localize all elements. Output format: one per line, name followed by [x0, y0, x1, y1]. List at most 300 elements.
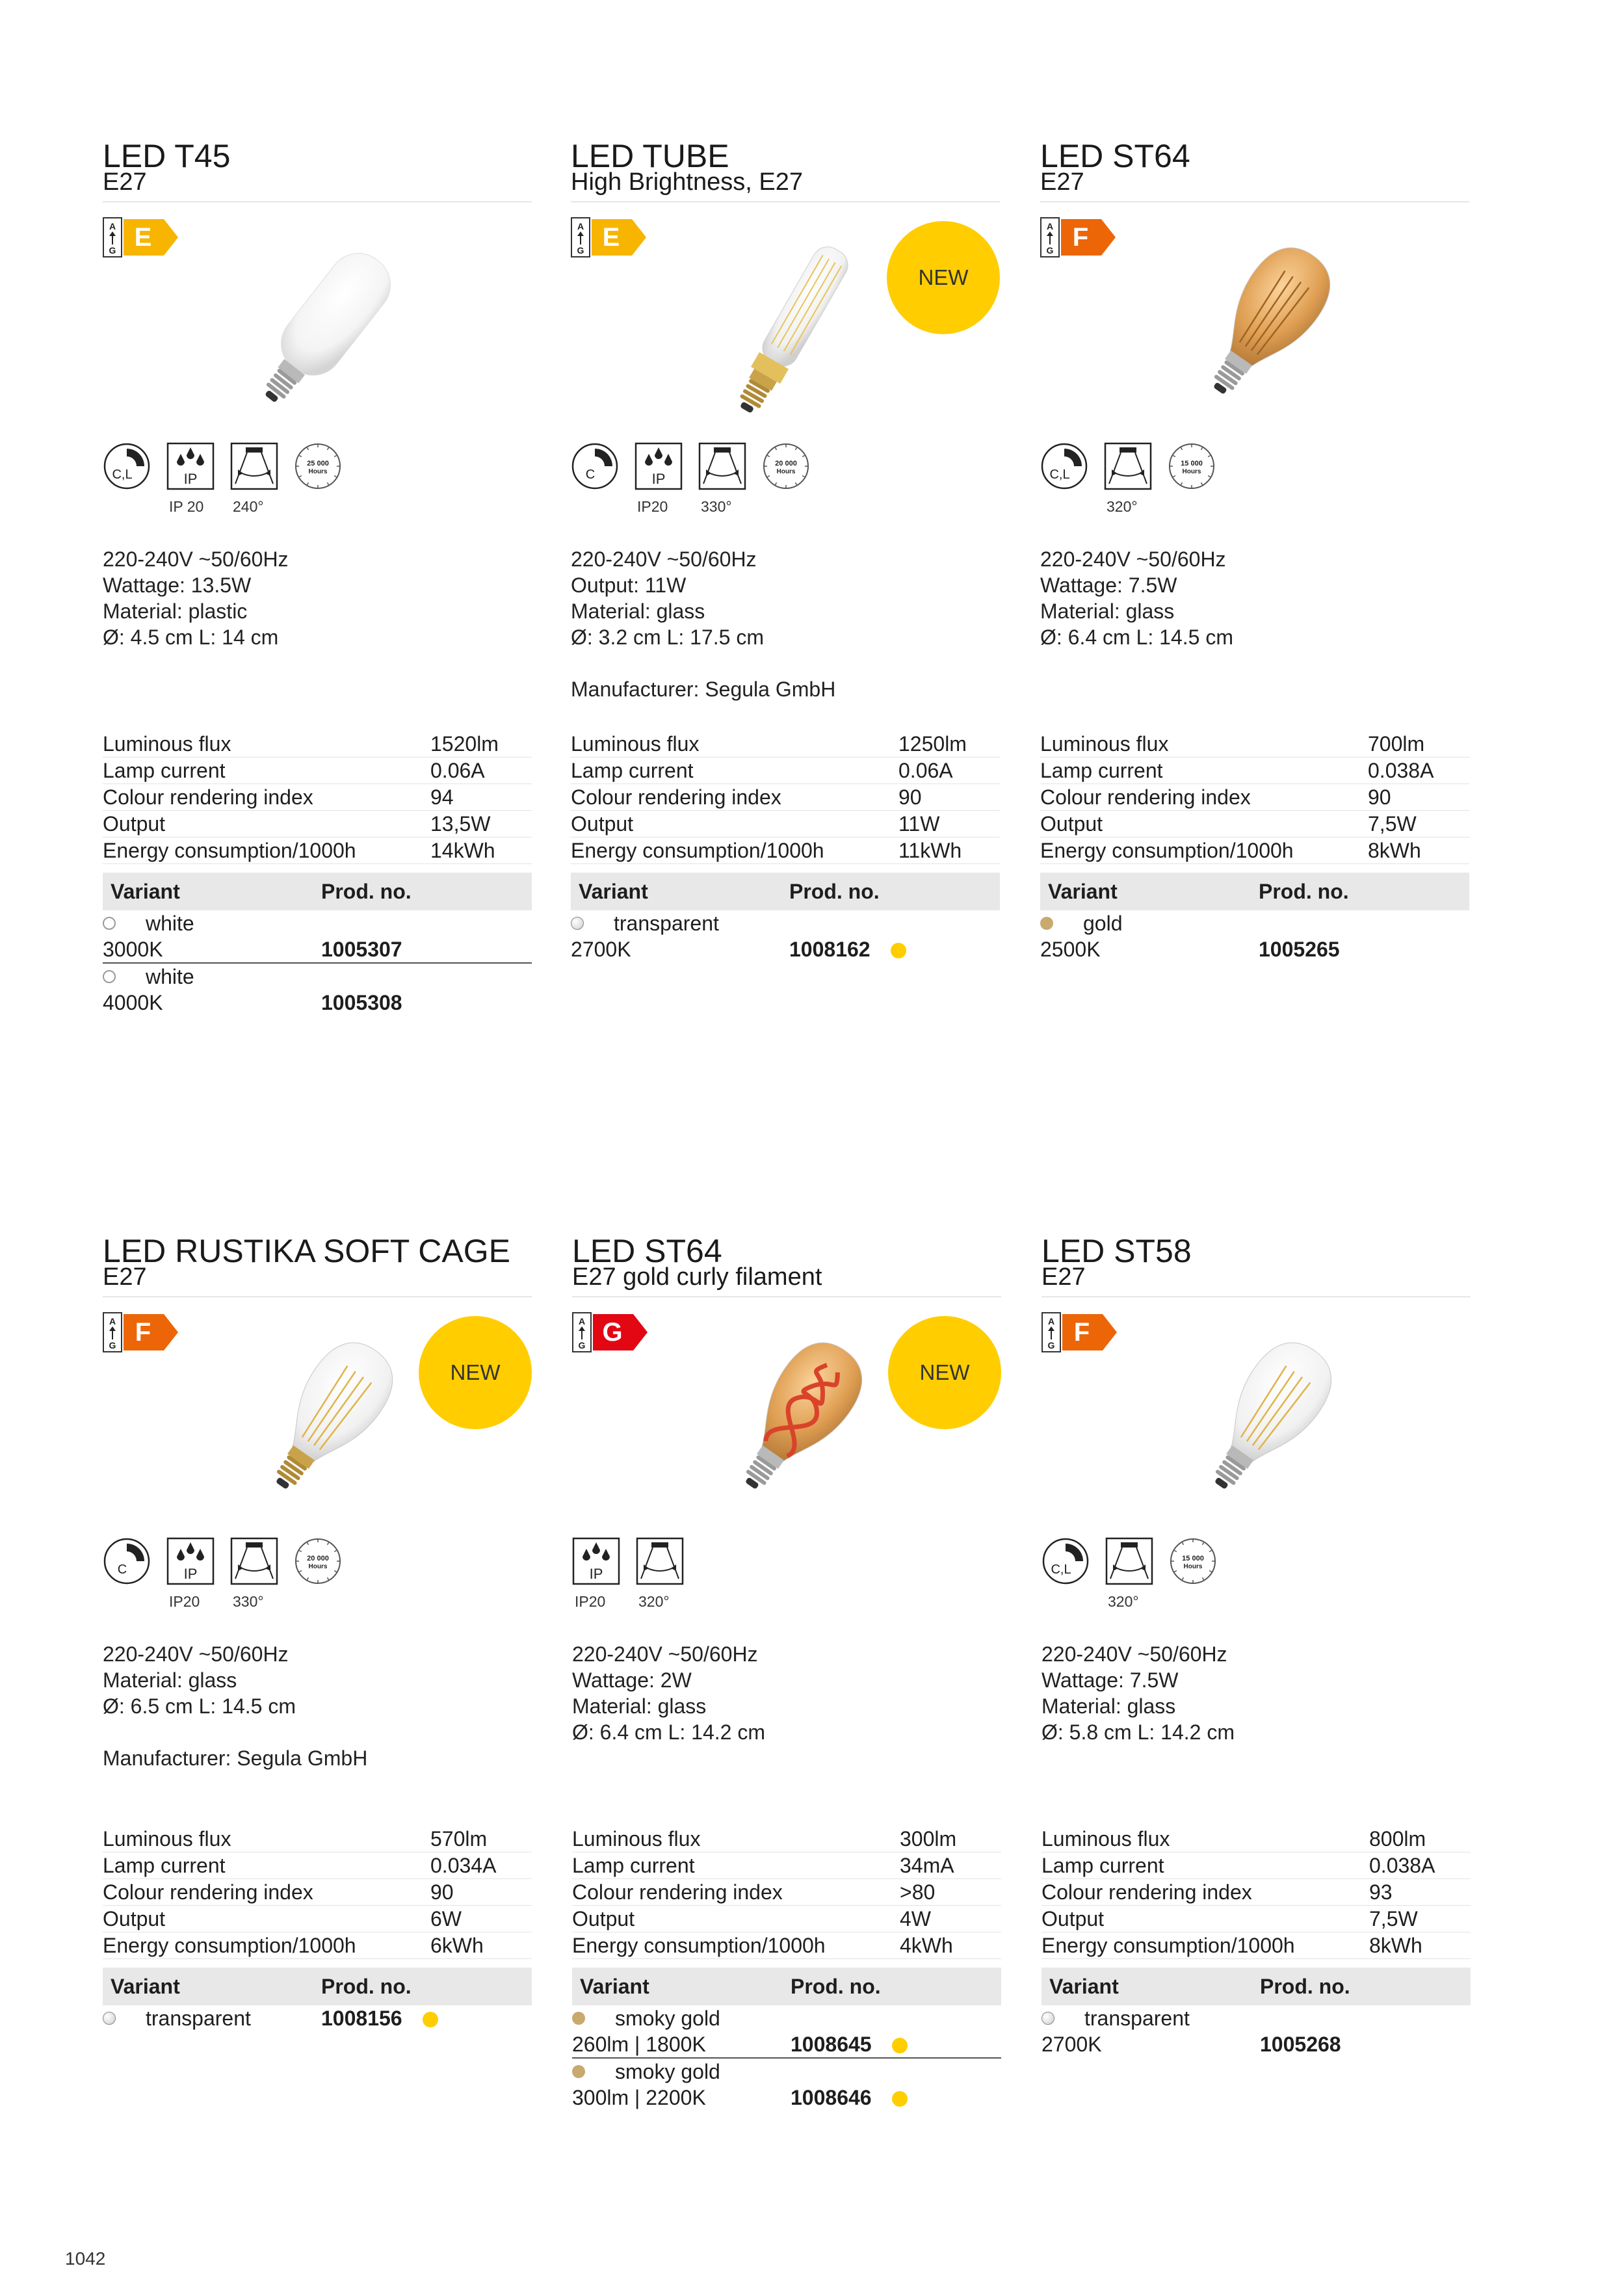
- new-badge: NEW: [887, 221, 1000, 334]
- specs-table: [103, 1826, 532, 1959]
- spec-row: [571, 731, 1000, 757]
- beam-angle-icon: [230, 442, 278, 490]
- feature-icon-slot: [635, 442, 683, 490]
- spec-label: Output: [103, 1907, 166, 1930]
- feature-icon-slot: [103, 1537, 151, 1585]
- spec-value: 0.06A: [898, 759, 953, 782]
- energy-scale-top: A: [1046, 221, 1054, 231]
- variant-name: white: [146, 965, 194, 988]
- energy-label-icon: [1041, 1312, 1120, 1352]
- variant-row[interactable]: [571, 910, 1000, 962]
- energy-scale-bottom: G: [578, 1340, 586, 1350]
- product-number: 1008162: [789, 938, 871, 961]
- dimmable-icon: [103, 442, 151, 490]
- feature-icon-slot: [166, 1537, 215, 1585]
- spec-label: Luminous flux: [571, 732, 700, 756]
- variant-description: 260lm | 1800K: [572, 2033, 706, 2056]
- dimmable-label: C,L: [1049, 468, 1070, 482]
- energy-scale-top: A: [109, 1316, 116, 1326]
- spec-label: Colour rendering index: [103, 785, 313, 809]
- variant-row[interactable]: [103, 910, 532, 964]
- variants-header: [103, 873, 532, 910]
- lifetime-clock-icon: [294, 1537, 342, 1585]
- energy-scale-top: A: [577, 221, 584, 231]
- manufacturer: Manufacturer: Segula GmbH: [571, 678, 836, 701]
- variant-description: 2500K: [1040, 938, 1101, 961]
- spec-value: 0.038A: [1368, 759, 1434, 782]
- spec-row: [1040, 757, 1469, 784]
- variants-header: [1041, 1968, 1471, 2005]
- variant-name: smoky gold: [615, 2060, 720, 2083]
- hours-label: Hours: [308, 1563, 328, 1570]
- ip-rating-icon: [572, 1537, 620, 1585]
- variant-color-swatch: [572, 2065, 585, 2078]
- info-line: Wattage: 7.5W: [1040, 573, 1177, 597]
- ip-rating-icon: [635, 442, 683, 490]
- manufacturer: Manufacturer: Segula GmbH: [103, 1746, 368, 1770]
- spec-value: 34mA: [900, 1854, 954, 1877]
- new-item-indicator: [892, 2038, 908, 2053]
- info-line: Material: plastic: [103, 599, 248, 623]
- info-line: 220-240V ~50/60Hz: [1040, 547, 1226, 571]
- variant-column-header: Variant: [111, 880, 180, 903]
- spec-label: Luminous flux: [103, 732, 231, 756]
- info-line: 220-240V ~50/60Hz: [572, 1642, 758, 1666]
- feature-icon-slot: [230, 442, 278, 490]
- product-number: 1005268: [1260, 2033, 1341, 2056]
- product-card: [1041, 1233, 1471, 2247]
- dimmable-icon: [571, 442, 619, 490]
- variant-color-swatch: [1040, 917, 1053, 930]
- ip-rating-label: IP20: [575, 1593, 606, 1610]
- feature-icon-slot: [571, 442, 619, 490]
- product-title: LED RUSTIKA SOFT CAGE: [103, 1233, 511, 1269]
- product-subtitle: E27: [103, 1263, 147, 1291]
- prod-no-column-header: Prod. no.: [321, 1975, 412, 1998]
- spec-value: 6W: [430, 1907, 462, 1930]
- variant-row[interactable]: [1040, 910, 1469, 962]
- hours-label: Hours: [308, 468, 328, 475]
- spec-label: Luminous flux: [1040, 732, 1169, 756]
- spec-value: 4W: [900, 1907, 931, 1930]
- hours-label: Hours: [776, 468, 796, 475]
- feature-icon-slot: [1169, 1537, 1217, 1585]
- energy-class: F: [1072, 223, 1089, 252]
- spec-row: [571, 757, 1000, 784]
- prod-no-column-header: Prod. no.: [1259, 880, 1349, 903]
- spec-label: Colour rendering index: [572, 1880, 783, 1904]
- beam-angle-icon: [698, 442, 746, 490]
- energy-class: E: [602, 223, 620, 252]
- spec-value: 7,5W: [1369, 1907, 1418, 1930]
- beam-angle-icon: [230, 1537, 278, 1585]
- ip-rating-label: IP20: [637, 498, 668, 515]
- spec-value: 6kWh: [430, 1934, 484, 1957]
- variant-row[interactable]: [1041, 2005, 1471, 2057]
- bulb-image: [702, 1330, 884, 1519]
- lifetime-hours: 20 000: [775, 460, 797, 468]
- spec-value: 93: [1369, 1880, 1393, 1904]
- product-card: [571, 138, 1000, 1152]
- spec-label: Energy consumption/1000h: [103, 1934, 356, 1957]
- spec-value: 4kWh: [900, 1934, 953, 1957]
- specs-table: [103, 731, 532, 864]
- info-line: Wattage: 7.5W: [1041, 1668, 1179, 1692]
- spec-row: [103, 784, 532, 811]
- spec-value: 8kWh: [1368, 839, 1421, 862]
- spec-value: 700lm: [1368, 732, 1425, 756]
- variants-table: [103, 873, 532, 1016]
- spec-label: Energy consumption/1000h: [571, 839, 824, 862]
- spec-value: 800lm: [1369, 1827, 1426, 1851]
- spec-label: Output: [1040, 812, 1103, 836]
- product-title: LED TUBE: [571, 138, 729, 174]
- bulb-image: [1172, 1330, 1354, 1519]
- feature-icon-slot: [572, 1537, 620, 1585]
- spec-row: [1040, 811, 1469, 837]
- specs-table: [572, 1826, 1001, 1959]
- product-title: LED T45: [103, 138, 231, 174]
- spec-row: [103, 811, 532, 837]
- feature-icons: [103, 442, 532, 520]
- product-subtitle: High Brightness, E27: [571, 168, 803, 196]
- variants-table: [1041, 1968, 1471, 2057]
- dimmable-label: C,L: [1051, 1562, 1071, 1577]
- spec-value: 1520lm: [430, 732, 499, 756]
- spec-value: 8kWh: [1369, 1934, 1422, 1957]
- variant-column-header: Variant: [111, 1975, 180, 1998]
- spec-row: [571, 811, 1000, 837]
- feature-icon-slot: [294, 442, 342, 490]
- spec-label: Luminous flux: [103, 1827, 231, 1851]
- spec-value: 11kWh: [898, 839, 962, 862]
- bulb-image: [233, 235, 415, 424]
- variant-column-header: Variant: [579, 880, 648, 903]
- info-line: Material: glass: [1041, 1694, 1176, 1718]
- variant-row[interactable]: [572, 2005, 1001, 2059]
- spec-value: 300lm: [900, 1827, 957, 1851]
- spec-row: [572, 1932, 1001, 1959]
- product-subtitle: E27: [1041, 1263, 1086, 1291]
- variants-header: [103, 1968, 532, 2005]
- hours-label: Hours: [1182, 468, 1201, 475]
- variant-color-swatch: [103, 970, 116, 983]
- spec-row: [103, 1826, 532, 1852]
- spec-row: [571, 784, 1000, 811]
- variant-row[interactable]: [572, 2059, 1001, 2111]
- new-item-indicator: [892, 2091, 908, 2107]
- hours-label: Hours: [1183, 1563, 1203, 1570]
- dimmable-label: C: [585, 468, 596, 482]
- new-badge: NEW: [888, 1316, 1001, 1429]
- spec-row: [572, 1852, 1001, 1879]
- product-subtitle: E27: [1040, 168, 1084, 196]
- spec-label: Lamp current: [571, 759, 694, 782]
- variant-column-header: Variant: [1048, 880, 1118, 903]
- product-info: [571, 546, 1000, 702]
- variants-table: [1040, 873, 1469, 962]
- new-item-indicator: [891, 943, 906, 958]
- product-number: 1005265: [1259, 938, 1340, 961]
- info-line: Material: glass: [103, 1668, 237, 1692]
- info-gap: [571, 650, 1000, 676]
- beam-angle-label: 320°: [1108, 1593, 1139, 1610]
- product-card: [572, 1233, 1001, 2247]
- product-card: [103, 1233, 532, 2247]
- feature-icon-slot: [762, 442, 810, 490]
- info-line: Wattage: 13.5W: [103, 573, 252, 597]
- spec-value: >80: [900, 1880, 936, 1904]
- product-card: [1040, 138, 1469, 1152]
- energy-scale-bottom: G: [1047, 1340, 1055, 1350]
- variant-description: 3000K: [103, 938, 163, 961]
- specs-table: [1041, 1826, 1471, 1959]
- feature-icon-slot: [698, 442, 746, 490]
- variant-name: transparent: [1084, 2007, 1190, 2030]
- spec-value: 13,5W: [430, 812, 491, 836]
- prod-no-column-header: Prod. no.: [789, 880, 880, 903]
- feature-icons: [572, 1537, 1001, 1615]
- spec-row: [103, 837, 532, 864]
- beam-angle-icon: [1105, 1537, 1153, 1585]
- energy-label-icon: [572, 1312, 650, 1352]
- feature-icon-slot: [636, 1537, 684, 1585]
- product-info: [1041, 1641, 1471, 1745]
- spec-row: [572, 1826, 1001, 1852]
- spec-label: Colour rendering index: [103, 1880, 313, 1904]
- spec-row: [1040, 784, 1469, 811]
- dimmable-icon: [1040, 442, 1088, 490]
- spec-value: 94: [430, 785, 454, 809]
- spec-row: [1041, 1906, 1471, 1932]
- info-line: Ø: 3.2 cm L: 17.5 cm: [571, 626, 764, 649]
- specs-table: [1040, 731, 1469, 864]
- spec-value: 90: [1368, 785, 1391, 809]
- feature-icons: [1041, 1537, 1471, 1615]
- energy-label-icon: [571, 217, 649, 257]
- variant-color-swatch: [571, 917, 584, 930]
- spec-row: [572, 1906, 1001, 1932]
- info-gap: [103, 1719, 532, 1745]
- lifetime-hours: 15 000: [1182, 1555, 1204, 1562]
- spec-row: [1041, 1932, 1471, 1959]
- energy-scale-bottom: G: [109, 245, 116, 256]
- product-number: 1008156: [321, 2007, 402, 2030]
- dimmable-icon: [1041, 1537, 1090, 1585]
- spec-row: [103, 731, 532, 757]
- variant-column-header: Variant: [1049, 1975, 1119, 1998]
- new-badge: NEW: [419, 1316, 532, 1429]
- feature-icon-slot: [1040, 442, 1088, 490]
- info-line: 220-240V ~50/60Hz: [571, 547, 757, 571]
- energy-scale-bottom: G: [577, 245, 584, 256]
- spec-value: 14kWh: [430, 839, 495, 862]
- ip-rating-icon: [166, 442, 215, 490]
- energy-scale-top: A: [1047, 1316, 1055, 1326]
- bulb-image: [1170, 235, 1352, 424]
- variant-column-header: Variant: [580, 1975, 649, 1998]
- beam-angle-label: 330°: [701, 498, 732, 515]
- product-subtitle: E27: [103, 168, 147, 196]
- spec-label: Energy consumption/1000h: [572, 1934, 826, 1957]
- lifetime-clock-icon: [294, 442, 342, 490]
- spec-label: Lamp current: [1040, 759, 1163, 782]
- feature-icons: [1040, 442, 1469, 520]
- info-line: 220-240V ~50/60Hz: [1041, 1642, 1227, 1666]
- beam-angle-label: 240°: [233, 498, 264, 515]
- product-info: [103, 546, 532, 650]
- product-info: [103, 1641, 532, 1771]
- variant-row[interactable]: [103, 964, 532, 1016]
- lifetime-clock-icon: [1169, 1537, 1217, 1585]
- energy-scale-bottom: G: [109, 1340, 116, 1350]
- energy-label-icon: [103, 217, 181, 257]
- beam-angle-label: 320°: [1107, 498, 1138, 515]
- lifetime-clock-icon: [1168, 442, 1216, 490]
- product-number: 1005308: [321, 991, 402, 1014]
- product-card: [103, 138, 532, 1152]
- feature-icon-slot: [1105, 1537, 1153, 1585]
- energy-scale-top: A: [109, 221, 116, 231]
- prod-no-column-header: Prod. no.: [1260, 1975, 1350, 1998]
- lifetime-hours: 15 000: [1181, 460, 1203, 468]
- spec-value: 7,5W: [1368, 812, 1417, 836]
- variant-description: 2700K: [1041, 2033, 1102, 2056]
- info-line: 220-240V ~50/60Hz: [103, 547, 289, 571]
- spec-value: 0.06A: [430, 759, 485, 782]
- variants-table: [103, 1968, 532, 2057]
- product-title: LED ST64: [572, 1233, 722, 1269]
- spec-value: 11W: [898, 812, 940, 836]
- beam-angle-label: 330°: [233, 1593, 264, 1610]
- spec-row: [572, 1879, 1001, 1906]
- energy-class: E: [134, 223, 152, 252]
- spec-value: 90: [898, 785, 922, 809]
- info-line: Wattage: 2W: [572, 1668, 692, 1692]
- energy-class: F: [135, 1318, 151, 1347]
- variant-name: white: [146, 912, 194, 935]
- feature-icon-slot: [294, 1537, 342, 1585]
- spec-label: Output: [572, 1907, 635, 1930]
- dimmable-label: C: [117, 1562, 127, 1577]
- beam-angle-icon: [1104, 442, 1152, 490]
- variant-description: 2700K: [571, 938, 631, 961]
- variants-table: [571, 873, 1000, 962]
- feature-icon-slot: [103, 442, 151, 490]
- energy-scale-bottom: G: [1046, 245, 1054, 256]
- product-info: [572, 1641, 1001, 1745]
- spec-row: [103, 1852, 532, 1879]
- spec-label: Lamp current: [1041, 1854, 1164, 1877]
- spec-value: 0.034A: [430, 1854, 497, 1877]
- spec-value: 1250lm: [898, 732, 967, 756]
- ip-rating-icon: [166, 1537, 215, 1585]
- bulb-image: [701, 235, 883, 424]
- ip-symbol: IP: [589, 1566, 603, 1582]
- variant-name: transparent: [146, 2007, 251, 2030]
- spec-value: 90: [430, 1880, 454, 1904]
- variants-table: [572, 1968, 1001, 2111]
- spec-label: Colour rendering index: [1041, 1880, 1252, 1904]
- spec-label: Output: [1041, 1907, 1105, 1930]
- spec-label: Lamp current: [103, 1854, 226, 1877]
- spec-label: Colour rendering index: [571, 785, 781, 809]
- spec-row: [103, 1879, 532, 1906]
- variant-color-swatch: [572, 2012, 585, 2025]
- info-line: Material: glass: [572, 1694, 707, 1718]
- spec-row: [103, 1906, 532, 1932]
- variant-name: gold: [1083, 912, 1123, 935]
- product-number: 1005307: [321, 938, 402, 961]
- feature-icons: [103, 1537, 532, 1615]
- variant-name: smoky gold: [615, 2007, 720, 2030]
- prod-no-column-header: Prod. no.: [791, 1975, 881, 1998]
- product-number: 1008645: [791, 2033, 872, 2056]
- beam-angle-label: 320°: [638, 1593, 670, 1610]
- beam-angle-icon: [636, 1537, 684, 1585]
- info-line: Output: 11W: [571, 573, 687, 597]
- spec-label: Output: [103, 812, 166, 836]
- variants-header: [1040, 873, 1469, 910]
- dimmable-icon: [103, 1537, 151, 1585]
- info-line: Ø: 6.4 cm L: 14.2 cm: [572, 1720, 765, 1744]
- feature-icons: [571, 442, 1000, 520]
- spec-label: Energy consumption/1000h: [1040, 839, 1294, 862]
- ip-symbol: IP: [651, 471, 666, 487]
- info-line: Ø: 5.8 cm L: 14.2 cm: [1041, 1720, 1235, 1744]
- page-number: 1042: [65, 2248, 106, 2269]
- spec-label: Energy consumption/1000h: [103, 839, 356, 862]
- feature-icon-slot: [1104, 442, 1152, 490]
- variant-row[interactable]: [103, 2005, 532, 2057]
- info-line: Material: glass: [571, 599, 705, 623]
- specs-table: [571, 731, 1000, 864]
- energy-label-icon: [103, 1312, 181, 1352]
- spec-row: [1041, 1852, 1471, 1879]
- variant-color-swatch: [1041, 2012, 1054, 2025]
- lifetime-hours: 25 000: [307, 460, 329, 468]
- lifetime-hours: 20 000: [307, 1555, 329, 1562]
- energy-scale-top: A: [578, 1316, 586, 1326]
- energy-class: F: [1073, 1318, 1090, 1347]
- variant-description: 300lm | 2200K: [572, 2086, 706, 2109]
- spec-label: Luminous flux: [1041, 1827, 1170, 1851]
- spec-row: [571, 837, 1000, 864]
- dimmable-label: C,L: [112, 468, 133, 482]
- spec-label: Lamp current: [103, 759, 226, 782]
- feature-icon-slot: [1041, 1537, 1090, 1585]
- product-info: [1040, 546, 1469, 650]
- prod-no-column-header: Prod. no.: [321, 880, 412, 903]
- spec-row: [1040, 837, 1469, 864]
- spec-label: Energy consumption/1000h: [1041, 1934, 1295, 1957]
- variant-description: 4000K: [103, 991, 163, 1014]
- variants-header: [572, 1968, 1001, 2005]
- spec-label: Luminous flux: [572, 1827, 701, 1851]
- feature-icon-slot: [230, 1537, 278, 1585]
- variants-header: [571, 873, 1000, 910]
- energy-class: G: [602, 1318, 623, 1347]
- info-line: Ø: 6.5 cm L: 14.5 cm: [103, 1694, 296, 1718]
- spec-label: Colour rendering index: [1040, 785, 1251, 809]
- spec-row: [1040, 731, 1469, 757]
- ip-rating-label: IP 20: [169, 498, 204, 515]
- spec-value: 0.038A: [1369, 1854, 1435, 1877]
- ip-symbol: IP: [183, 1566, 198, 1582]
- spec-label: Output: [571, 812, 634, 836]
- spec-row: [1041, 1826, 1471, 1852]
- variant-color-swatch: [103, 917, 116, 930]
